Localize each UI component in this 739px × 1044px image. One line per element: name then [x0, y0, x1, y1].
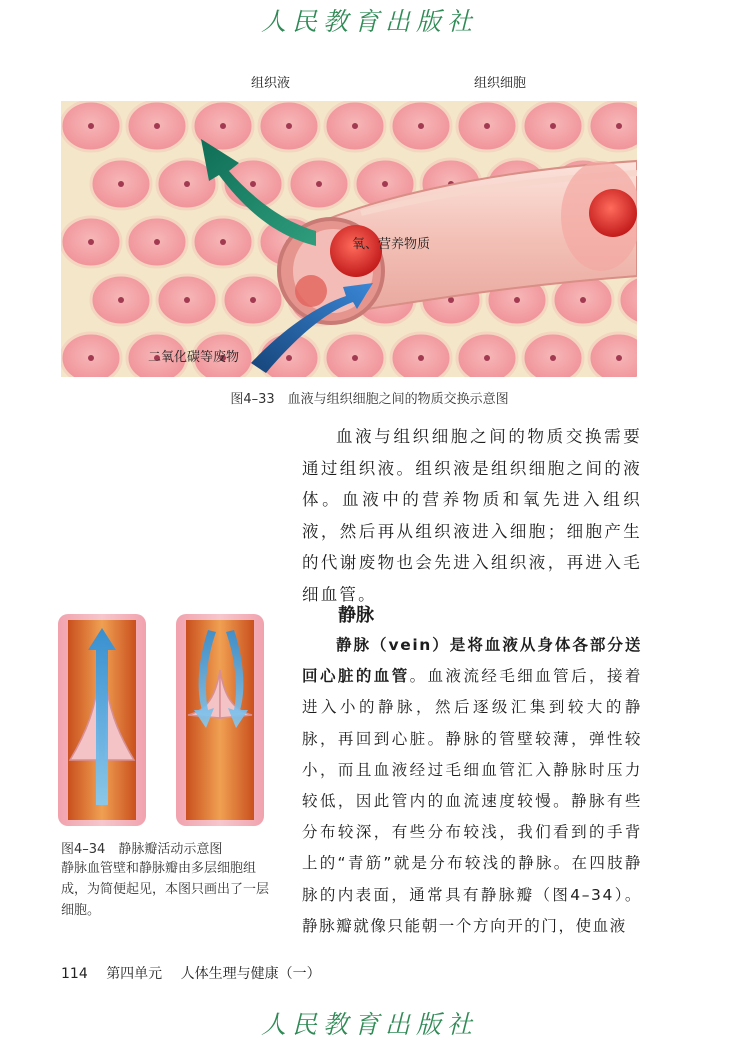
- cell-nucleus: [316, 181, 322, 187]
- tissue-cell: [589, 101, 637, 151]
- cell-nucleus: [580, 297, 586, 303]
- page-number: 114: [61, 966, 88, 982]
- label-tissue-cell: 组织细胞: [474, 76, 527, 91]
- cell-nucleus: [550, 355, 556, 361]
- cell-nucleus: [88, 355, 94, 361]
- vein-body-text: 。血液流经毛细血管后，接着进入小的静脉，然后逐级汇集到较大的静脉，再回到心脏。静脉的管壁较薄，弹性较小，而且血液经过毛细血管汇入静脉时压力较低，因此管内的血流速度较慢。静脉有些分布较深，有些分布较浅，我们看到的手背上的“青筋”就是分布较浅的静脉。在四肢静脉的内表面，通常具有静脉瓣（图4–34）。静脉瓣就像只能朝一个方向开的门，使血液: [302, 667, 642, 935]
- cell-nucleus: [382, 181, 388, 187]
- cell-nucleus: [88, 239, 94, 245]
- exchange-diagram: [61, 101, 637, 377]
- cell-nucleus: [550, 123, 556, 129]
- paragraph-vein: [302, 630, 642, 942]
- paragraph-exchange: 血液与组织细胞之间的物质交换需要通过组织液。组织液是组织细胞之间的液体。血液中的营养物质和氧先进入组织液，然后再从组织液进入细胞；细胞产生的代谢废物也会先进入组织液，再进入毛细血管。: [302, 427, 642, 604]
- page-footer: [61, 963, 335, 983]
- cell-nucleus: [616, 355, 622, 361]
- vein-definition: 静脉（vein）是将血液从身体各部分送回心脏的血管: [302, 636, 642, 686]
- cell-nucleus: [88, 123, 94, 129]
- cell-nucleus: [418, 123, 424, 129]
- cell-nucleus: [220, 239, 226, 245]
- figure-4-34-note: 静脉血管壁和静脉瓣由多层细胞组成，为简便起见，本图只画出了一层细胞。: [61, 861, 270, 918]
- figure-4-33-caption: 图4–33 血液与组织细胞之间的物质交换示意图: [230, 392, 509, 407]
- cell-nucleus: [250, 297, 256, 303]
- figure-4-34-caption: 图4–34 静脉瓣活动示意图: [61, 842, 223, 857]
- unit-title: 人体生理与健康（一）: [180, 966, 321, 982]
- cell-nucleus: [616, 123, 622, 129]
- unit-number: 第四单元: [106, 966, 163, 982]
- vein-valve-diagram: [58, 610, 268, 830]
- cell-nucleus: [118, 181, 124, 187]
- cell-nucleus: [154, 123, 160, 129]
- cell-nucleus: [286, 355, 292, 361]
- cell-nucleus: [352, 355, 358, 361]
- cell-nucleus: [184, 181, 190, 187]
- cell-nucleus: [250, 181, 256, 187]
- publisher-header: 人民教育出版社: [260, 7, 478, 36]
- cell-nucleus: [286, 123, 292, 129]
- cell-nucleus: [154, 239, 160, 245]
- cell-nucleus: [352, 123, 358, 129]
- cell-nucleus: [448, 297, 454, 303]
- cell-nucleus: [418, 355, 424, 361]
- cell-nucleus: [514, 297, 520, 303]
- cell-nucleus: [118, 297, 124, 303]
- figure-4-33-illustration: [61, 101, 637, 377]
- label-co2-waste: 二氧化碳等废物: [148, 350, 240, 365]
- figure-4-34-illustration: [58, 610, 268, 830]
- publisher-footer: 人民教育出版社: [260, 1010, 478, 1039]
- cell-nucleus: [220, 123, 226, 129]
- cell-nucleus: [484, 355, 490, 361]
- label-tissue-fluid: 组织液: [251, 76, 291, 91]
- label-oxygen-nutrients: 氧、营养物质: [352, 237, 431, 252]
- cell-nucleus: [184, 297, 190, 303]
- section-heading-vein: 静脉: [338, 605, 374, 626]
- cell-nucleus: [484, 123, 490, 129]
